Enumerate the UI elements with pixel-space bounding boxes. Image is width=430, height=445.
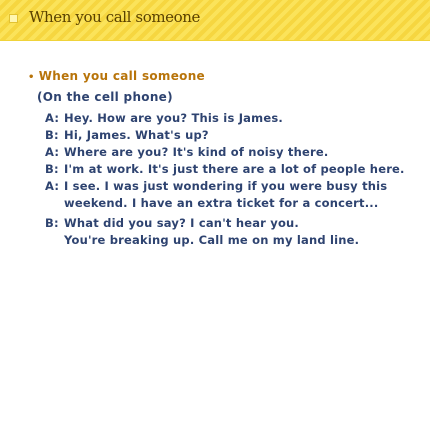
dialogue-line (45, 161, 425, 178)
speaker-label: A: (45, 145, 60, 159)
speaker-label: B: (45, 128, 59, 142)
dialogue-text: What did you say? I can't hear you. (64, 216, 299, 230)
banner-title: When you call someone (29, 8, 201, 26)
dialogue-text: Hi, James. What's up? (64, 128, 209, 142)
section-heading-text: When you call someone (38, 69, 205, 83)
speaker-label: A: (45, 111, 60, 125)
dialogue-line (45, 110, 425, 127)
section-subheading: (On the cell phone) (37, 90, 173, 104)
dialogue-line (45, 195, 425, 212)
dialogue-text: Where are you? It's kind of noisy there. (64, 145, 329, 159)
dialogue-text: I'm at work. It's just there are a lot of people here. (64, 162, 405, 176)
dialogue-line (45, 215, 425, 232)
title-banner (0, 0, 430, 41)
dialogue-text: Hey. How are you? This is James. (64, 111, 283, 125)
section-heading (28, 69, 205, 83)
dialogue-text: You're breaking up. Call me on my land line. (64, 233, 360, 247)
dialogue-line (45, 127, 425, 144)
dialogue-line (45, 232, 425, 249)
speaker-label (45, 232, 64, 249)
dialogue-line (45, 144, 425, 161)
speaker-label (45, 195, 64, 212)
speaker-label: A: (45, 179, 60, 193)
dialogue-text: I see. I was just wondering if you were busy this (64, 179, 388, 193)
speaker-label: B: (45, 162, 59, 176)
dialogue-line (45, 178, 425, 195)
speaker-label: B: (45, 216, 59, 230)
dialogue-text: weekend. I have an extra ticket for a concert... (64, 196, 379, 210)
dot-bullet-icon: • (28, 72, 35, 83)
square-bullet-icon (9, 14, 18, 23)
dialogue (45, 110, 425, 249)
